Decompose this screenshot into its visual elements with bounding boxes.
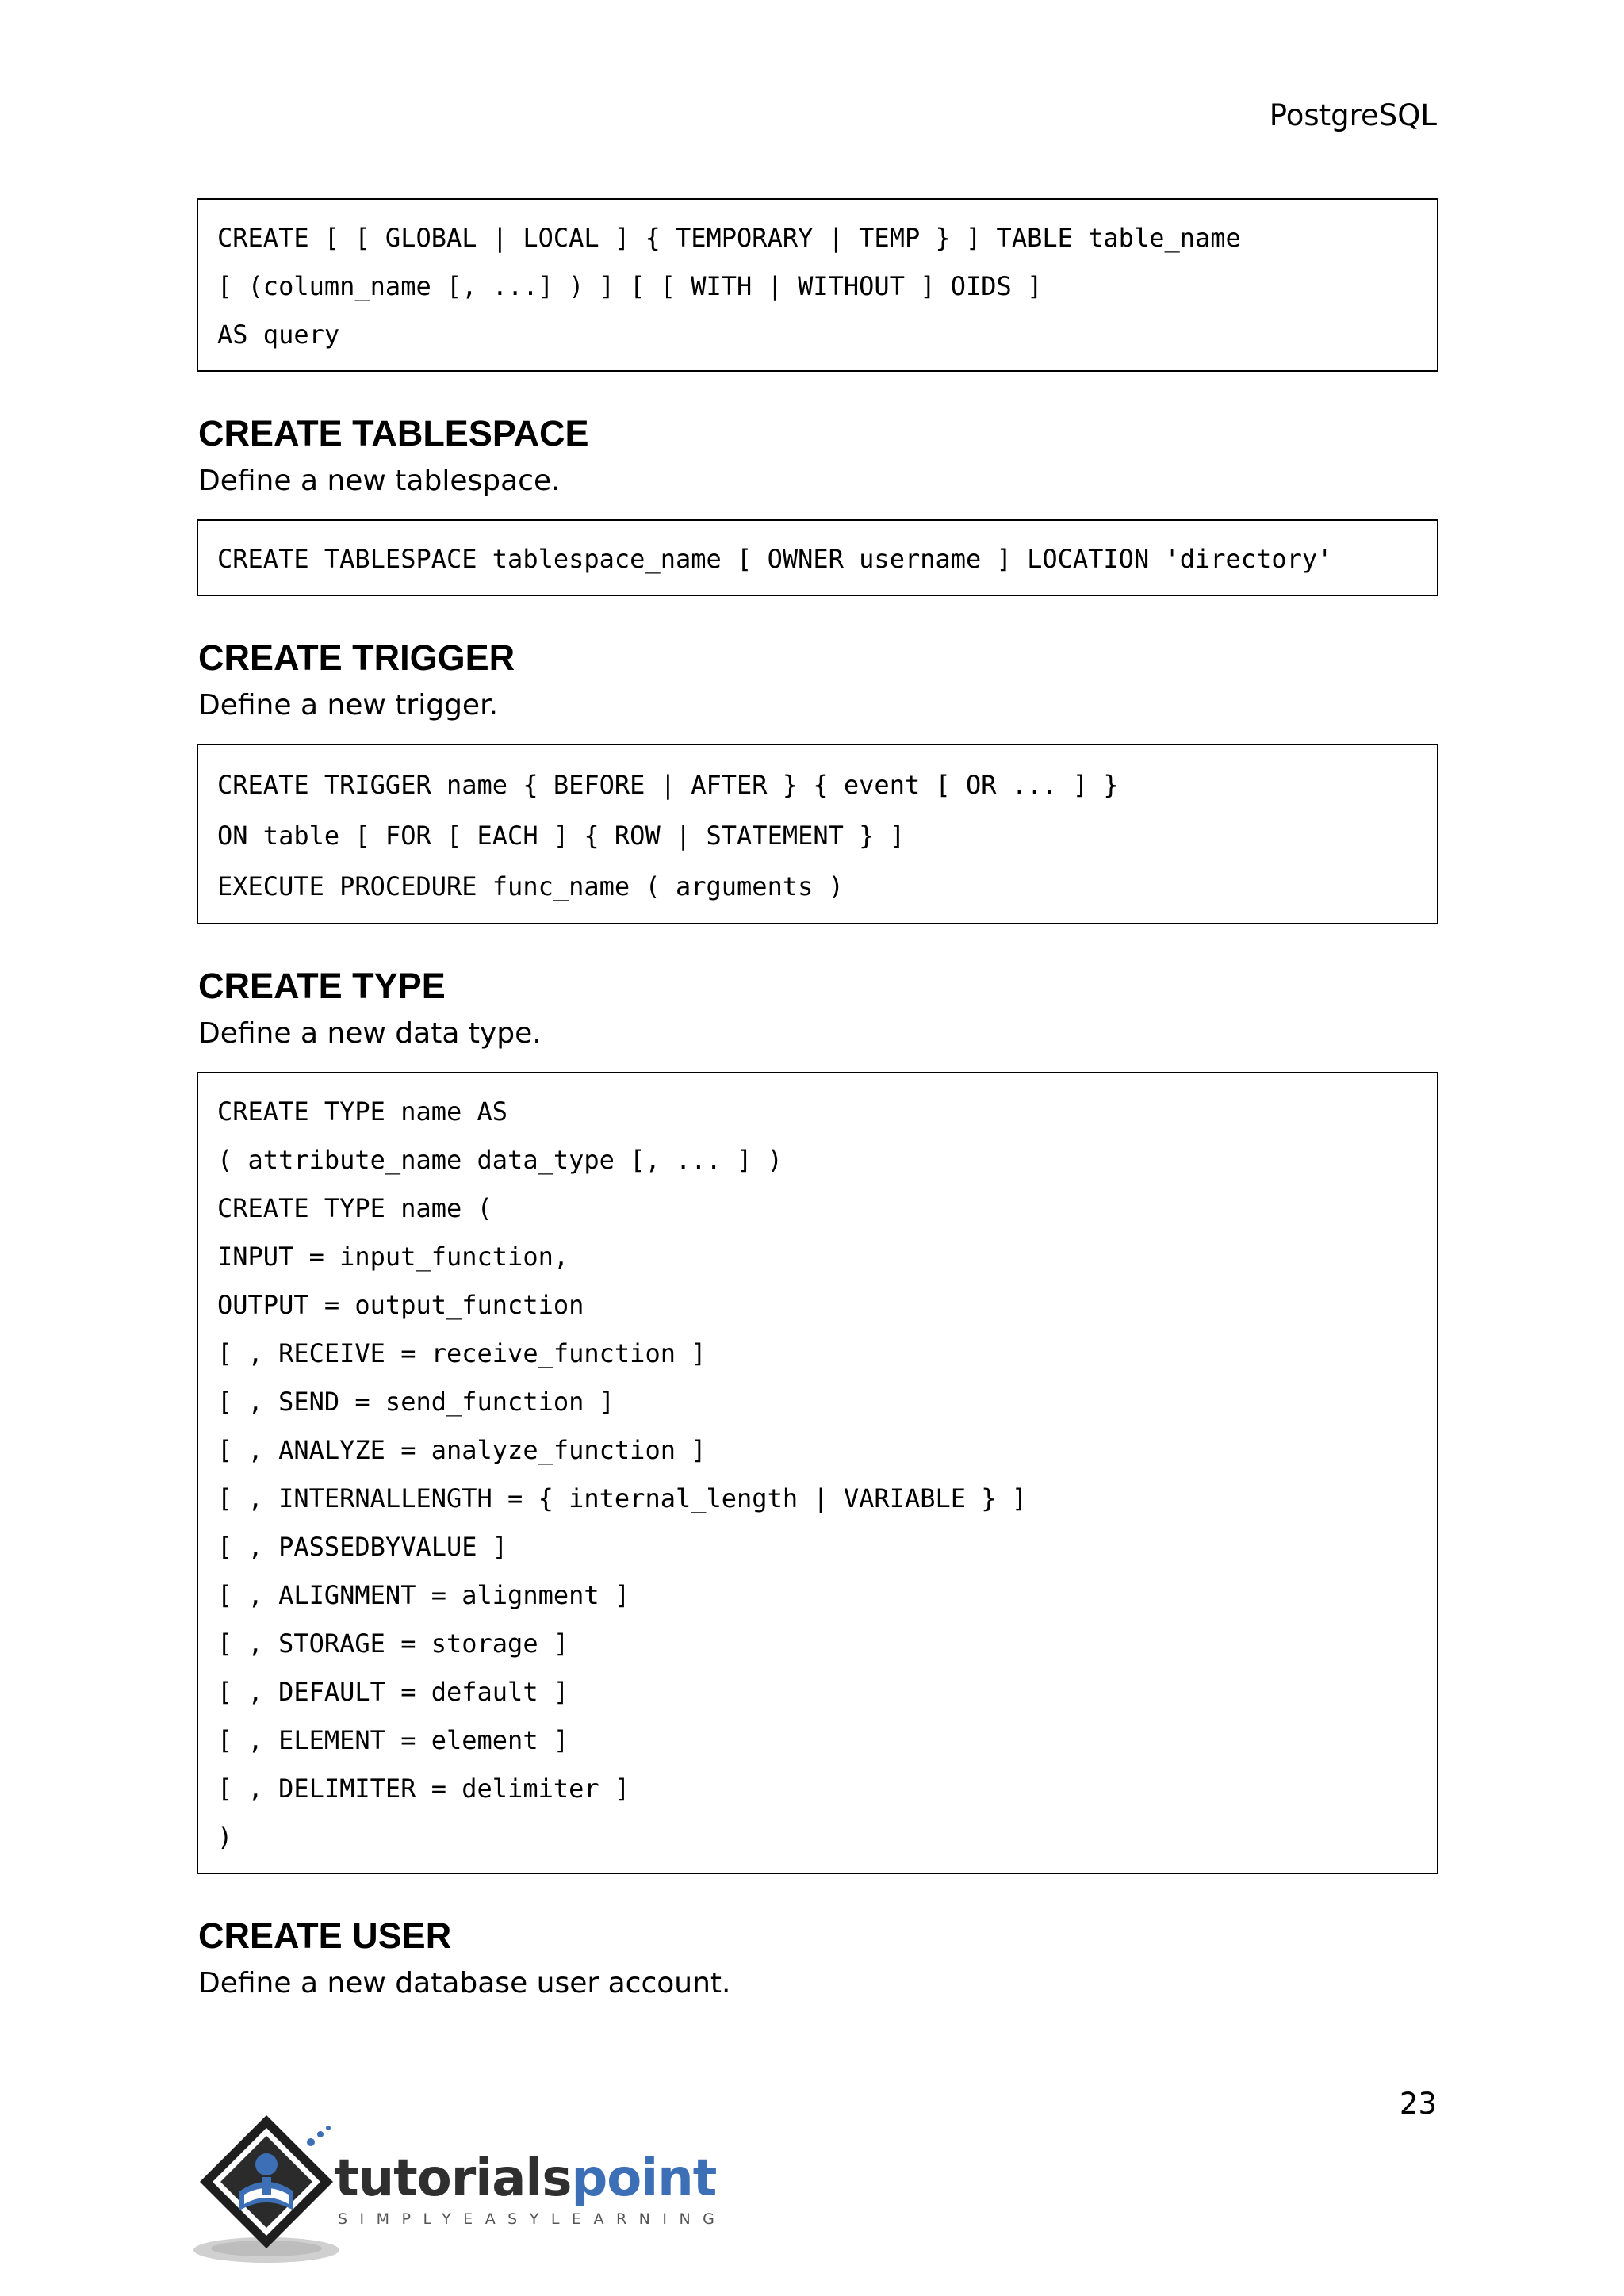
code-line: ON table [ FOR [ EACH ] { ROW | STATEMENT } ] — [217, 821, 905, 851]
code-line: CREATE TABLESPACE tablespace_name [ OWNER username ] LOCATION 'directory' — [217, 544, 1333, 574]
code-line: [ , RECEIVE = receive_function ] — [217, 1338, 707, 1368]
section-description-create-trigger: Define a new trigger. — [198, 689, 499, 721]
code-line: [ , INTERNALLENGTH = { internal_length | VARIABLE } ] — [217, 1483, 1028, 1513]
logo-wordmark — [335, 2150, 716, 2207]
code-block-create-trigger — [197, 744, 1438, 924]
section-description-create-type: Define a new data type. — [198, 1017, 542, 1050]
code-line: [ , ALIGNMENT = alignment ] — [217, 1580, 630, 1610]
code-line: [ , STORAGE = storage ] — [217, 1628, 569, 1659]
code-line: [ , ANALYZE = analyze_function ] — [217, 1435, 707, 1465]
code-line: CREATE TYPE name AS — [217, 1096, 508, 1127]
page-content — [197, 198, 1438, 2022]
code-line: AS query — [217, 320, 340, 350]
code-line: ) — [217, 1822, 233, 1852]
code-block-create-table-as — [197, 198, 1438, 372]
code-line: CREATE [ [ GLOBAL | LOCAL ] { TEMPORARY | TEMP } ] TABLE table_name — [217, 223, 1241, 253]
logo-word-tutorials: tutorials — [335, 2149, 572, 2208]
code-line: ( attribute_name data_type [, ... ] ) — [217, 1145, 783, 1175]
section-heading-create-user: CREATE USER — [198, 1915, 452, 1956]
code-line: [ , DEFAULT = default ] — [217, 1677, 569, 1707]
code-line: OUTPUT = output_function — [217, 1290, 584, 1320]
section-description-create-tablespace: Define a new tablespace. — [198, 465, 561, 497]
code-line: [ , DELIMITER = delimiter ] — [217, 1774, 630, 1804]
tutorialspoint-logo — [193, 2109, 727, 2267]
section-heading-create-type: CREATE TYPE — [198, 966, 446, 1006]
code-line: CREATE TYPE name ( — [217, 1193, 492, 1223]
code-line: CREATE TRIGGER name { BEFORE | AFTER } { event [ OR ... ] } — [217, 770, 1119, 800]
page-number: 23 — [1399, 2087, 1437, 2121]
section-heading-create-trigger: CREATE TRIGGER — [198, 637, 515, 678]
logo-word-point: point — [571, 2149, 717, 2208]
code-line: INPUT = input_function, — [217, 1242, 569, 1272]
section-heading-create-tablespace: CREATE TABLESPACE — [198, 413, 589, 453]
code-line: [ (column_name [, ...] ) ] [ [ WITH | WITHOUT ] OIDS ] — [217, 271, 1043, 301]
code-line: [ , ELEMENT = element ] — [217, 1725, 569, 1755]
logo-tagline: SIMPLYEASYLEARNING — [338, 2210, 727, 2228]
code-line: EXECUTE PROCEDURE func_name ( arguments ) — [217, 871, 844, 901]
page-header-title: PostgreSQL — [1269, 98, 1437, 132]
section-description-create-user: Define a new database user account. — [198, 1967, 731, 1999]
code-line: [ , PASSEDBYVALUE ] — [217, 1532, 508, 1562]
code-block-create-type — [197, 1072, 1438, 1874]
code-block-create-tablespace — [197, 519, 1438, 596]
code-line: [ , SEND = send_function ] — [217, 1387, 615, 1417]
